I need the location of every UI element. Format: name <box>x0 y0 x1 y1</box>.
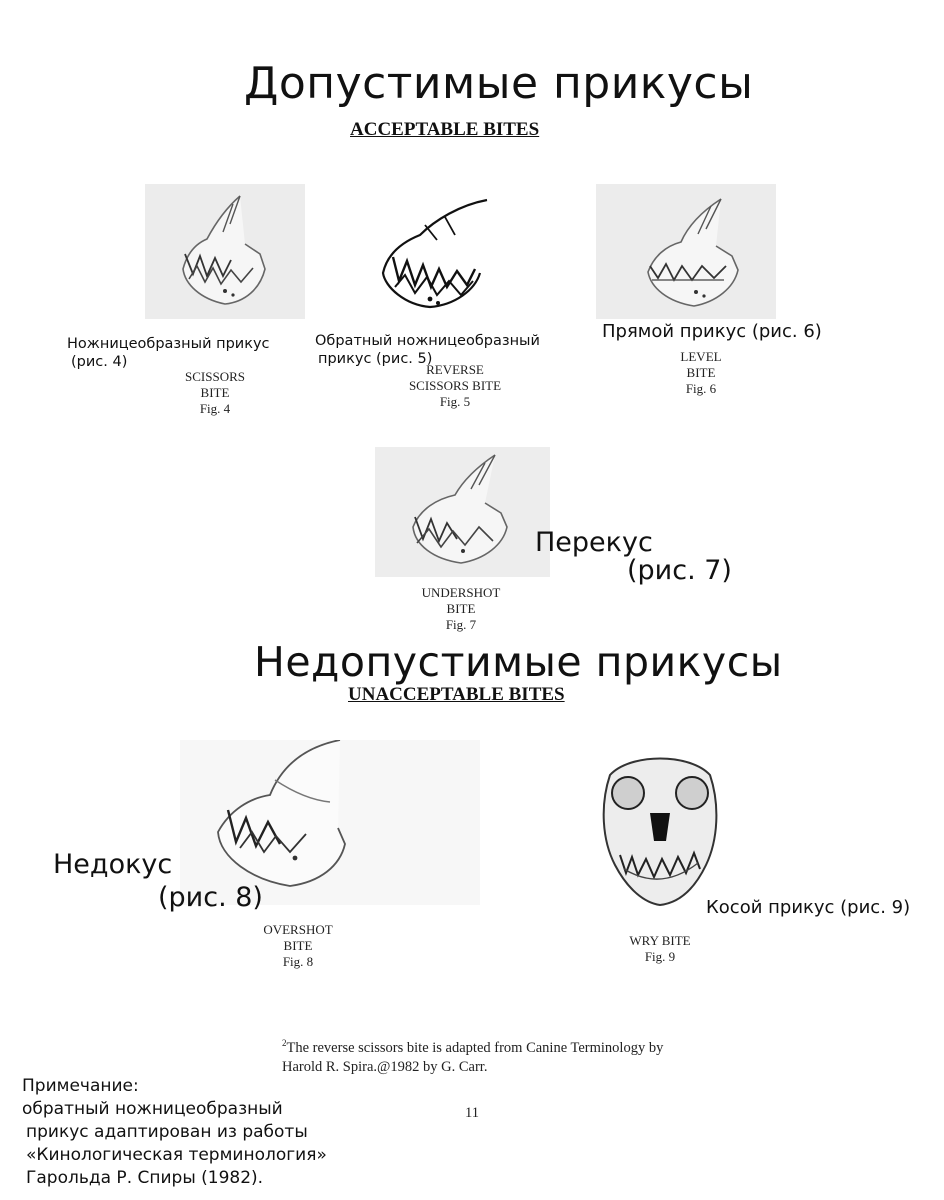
footnote <box>282 1034 663 1077</box>
unacceptable-title-en: UNACCEPTABLE BITES <box>348 684 565 705</box>
acceptable-title-ru: Допустимые прикусы <box>244 58 754 109</box>
scissors-caption-ru-1: Ножницеобразный прикус <box>67 336 270 352</box>
acceptable-title-en: ACCEPTABLE BITES <box>350 119 540 140</box>
undershot-caption-ru-2: (рис. 7) <box>627 555 732 586</box>
wry-caption-ru: Косой прикус (рис. 9) <box>706 897 911 918</box>
page-number: 11 <box>465 1105 479 1121</box>
scissors-caption-ru-2: (рис. 4) <box>71 354 128 370</box>
unacceptable-title-ru: Недопустимые прикусы <box>254 638 783 686</box>
footnote-line-2: Harold R. Spira.@1982 by G. Carr. <box>282 1058 488 1075</box>
wry-bite-illustration <box>590 745 730 910</box>
note-line-2: прикус адаптирован из работы <box>26 1122 308 1142</box>
overshot-caption-en: OVERSHOT BITE Fig. 8 <box>263 922 333 969</box>
reverse-caption-ru-2: прикус (рис. 5) <box>318 351 433 367</box>
overshot-caption-ru-2: (рис. 8) <box>158 882 263 913</box>
undershot-bite-illustration <box>375 447 550 577</box>
note-heading: Примечание: <box>22 1076 139 1096</box>
reverse-caption-ru-1: Обратный ножницеобразный <box>315 333 540 349</box>
note-line-1: обратный ножницеобразный <box>22 1099 283 1119</box>
footnote-line-1: The reverse scissors bite is adapted from Canine Terminology by <box>286 1039 664 1056</box>
footnote-marker: 2 <box>282 1038 287 1048</box>
note-line-3: «Кинологическая терминология» <box>26 1145 327 1165</box>
scissors-caption-en: SCISSORS BITE Fig. 4 <box>185 369 245 416</box>
undershot-caption-en: UNDERSHOT BITE Fig. 7 <box>421 585 501 632</box>
undershot-caption-ru-1: Перекус <box>535 527 653 558</box>
reverse-caption-en: REVERSE SCISSORS BITE Fig. 5 <box>408 362 502 409</box>
wry-caption-en: WRY BITE Fig. 9 <box>629 933 691 964</box>
reverse-scissors-illustration <box>375 195 493 315</box>
level-caption-ru: Прямой прикус (рис. 6) <box>602 321 822 342</box>
level-bite-illustration <box>596 184 776 319</box>
overshot-caption-ru-1: Недокус <box>53 849 173 880</box>
level-caption-en: LEVEL BITE Fig. 6 <box>680 349 722 396</box>
overshot-bite-illustration <box>180 740 480 905</box>
scissors-bite-illustration <box>145 184 305 319</box>
note-line-4: Гарольда Р. Спиры (1982). <box>26 1168 264 1188</box>
note-block <box>22 1075 327 1190</box>
